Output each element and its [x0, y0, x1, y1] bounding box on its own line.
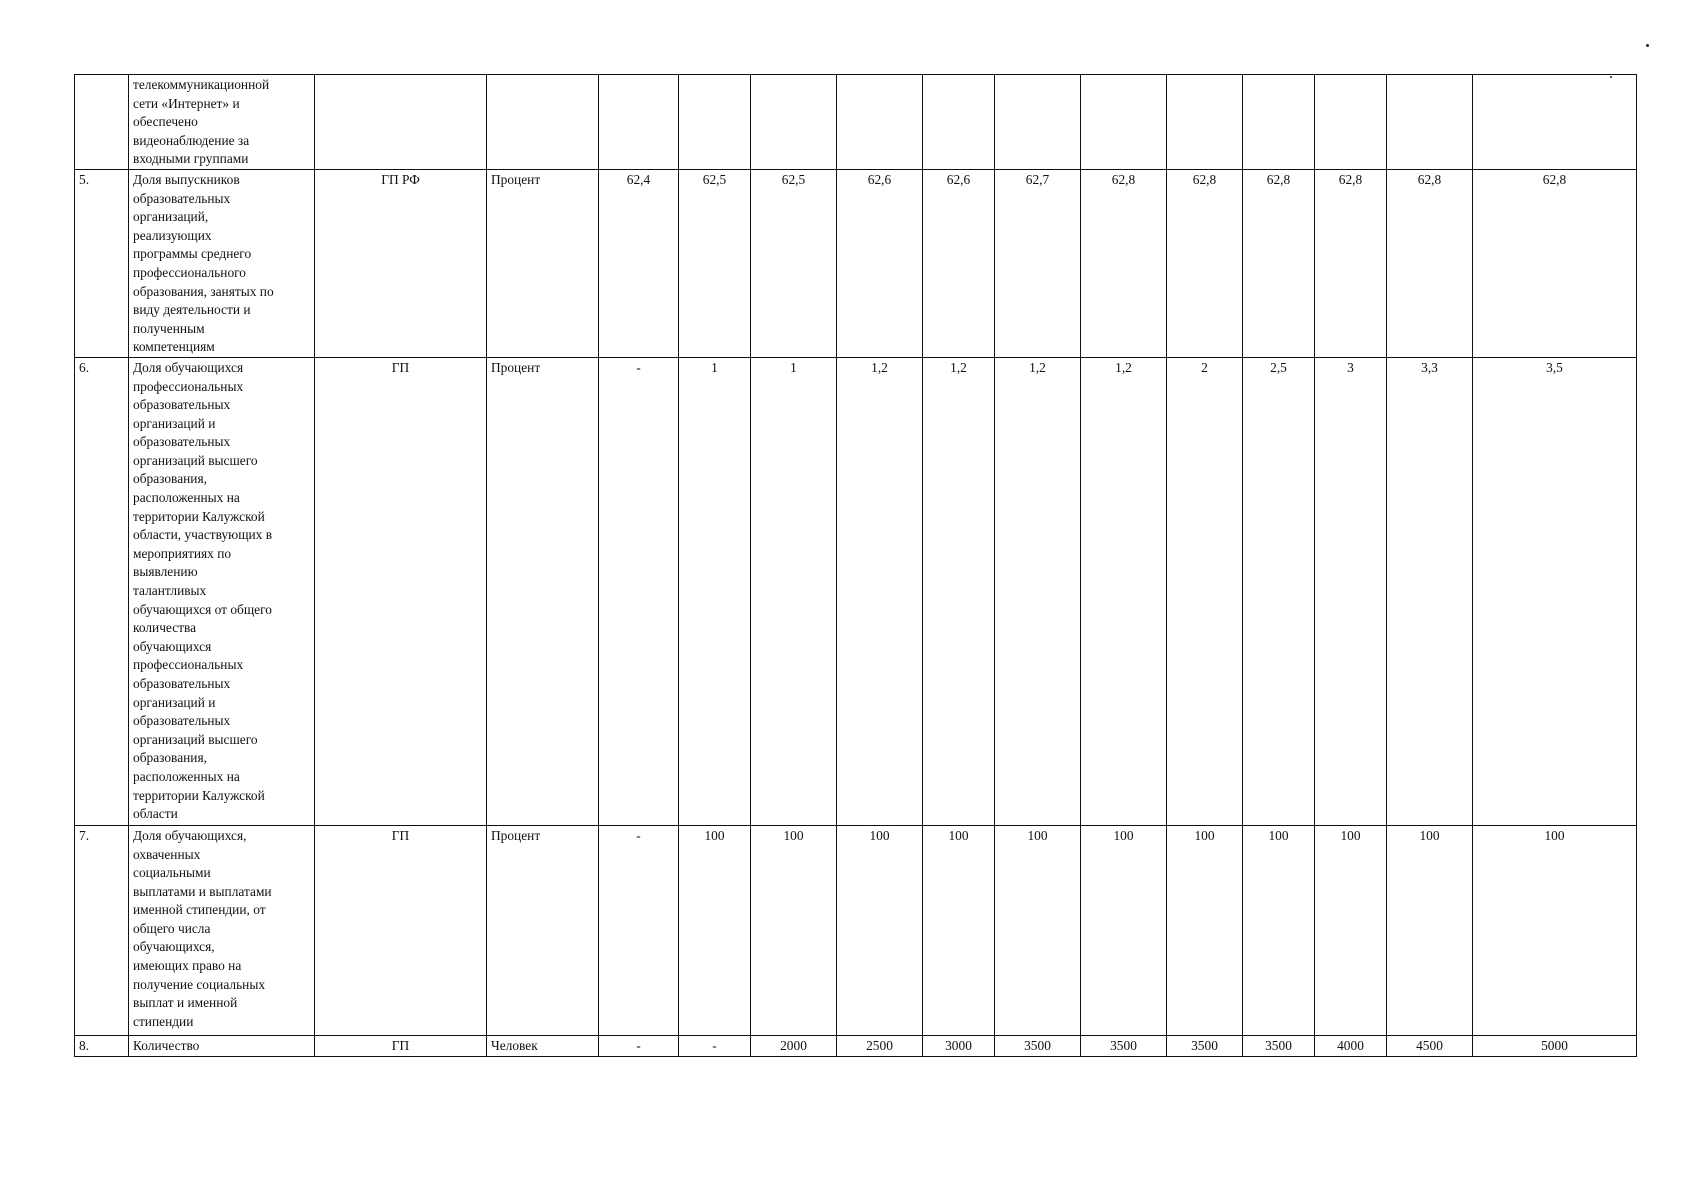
- year-value-text: 62,8: [1417, 171, 1442, 187]
- indicator-source: [315, 825, 487, 1035]
- year-value-text: 1,2: [1115, 359, 1132, 375]
- year-value-text: 1: [790, 359, 797, 375]
- year-value: [923, 1035, 995, 1056]
- year-value-text: 62,5: [702, 171, 727, 187]
- year-value: [1081, 75, 1167, 170]
- year-value: [751, 75, 837, 170]
- year-value: [1473, 1035, 1637, 1056]
- indicator-source: [315, 357, 487, 825]
- year-value: [1315, 75, 1387, 170]
- year-value-text: 5000: [1541, 1037, 1568, 1053]
- indicator-unit: [487, 1035, 599, 1056]
- indicator-name-text: Доля обучающихся, охваченных социальными выплатами и выплатами именной стипендии, от общего числа обучающихся, имеющих право на получение социальных выплат и именной стипендии: [133, 827, 272, 1029]
- indicator-unit: [487, 169, 599, 357]
- year-value-text: 62,8: [1192, 171, 1217, 187]
- year-value-text: 3,3: [1421, 359, 1438, 375]
- year-value-text: 3: [1347, 359, 1354, 375]
- year-value: [1315, 825, 1387, 1035]
- year-value-text: 3000: [945, 1037, 972, 1053]
- year-value-text: 1,2: [950, 359, 967, 375]
- year-value: [1315, 357, 1387, 825]
- row-number-text: 8.: [79, 1037, 90, 1053]
- year-value: [751, 357, 837, 825]
- indicator-name: [129, 75, 315, 170]
- year-value-text: 1: [711, 359, 718, 375]
- year-value: [1081, 357, 1167, 825]
- scan-speck: [1646, 44, 1649, 47]
- year-value: [1387, 169, 1473, 357]
- indicator-table: [74, 74, 1637, 1057]
- year-value-text: 62,8: [1338, 171, 1363, 187]
- year-value-text: 100: [1027, 827, 1048, 843]
- indicator-name: [129, 1035, 315, 1056]
- row-number-text: 6.: [79, 359, 90, 375]
- year-value: [1081, 169, 1167, 357]
- year-value: [1387, 825, 1473, 1035]
- year-value-text: 100: [1268, 827, 1289, 843]
- year-value-text: 100: [704, 827, 725, 843]
- indicator-source-text: ГП: [391, 359, 410, 375]
- year-value: [1243, 1035, 1315, 1056]
- year-value-text: 100: [1194, 827, 1215, 843]
- year-value-text: 62,5: [781, 171, 806, 187]
- year-value: [1387, 1035, 1473, 1056]
- year-value: [923, 75, 995, 170]
- year-value: [995, 75, 1081, 170]
- year-value: [1081, 825, 1167, 1035]
- indicator-name-text: Количество: [133, 1037, 200, 1053]
- year-value-text: 1,2: [871, 359, 888, 375]
- year-value: [1167, 1035, 1243, 1056]
- indicator-unit: [487, 357, 599, 825]
- year-value-text: 4500: [1416, 1037, 1443, 1053]
- year-value: [599, 825, 679, 1035]
- year-value-text: 2,5: [1270, 359, 1287, 375]
- year-value-text: 100: [1113, 827, 1134, 843]
- year-value: [599, 1035, 679, 1056]
- table-row: [75, 169, 1637, 357]
- year-value: [995, 169, 1081, 357]
- row-number: [75, 75, 129, 170]
- year-value-text: 2: [1201, 359, 1208, 375]
- year-value: [1167, 169, 1243, 357]
- year-value-text: 3500: [1024, 1037, 1051, 1053]
- year-value-text: 100: [1419, 827, 1440, 843]
- year-value: [1473, 75, 1637, 170]
- year-value: [923, 357, 995, 825]
- year-value: [1315, 1035, 1387, 1056]
- table-row: [75, 357, 1637, 825]
- row-number-text: 5.: [79, 171, 90, 187]
- indicator-name: [129, 357, 315, 825]
- year-value-text: 3,5: [1546, 359, 1563, 375]
- indicator-source: [315, 1035, 487, 1056]
- indicator-name-text: телекоммуникационной сети «Интернет» и обеспечено видеонаблюдение за входными группами: [133, 77, 270, 167]
- year-value: [995, 1035, 1081, 1056]
- year-value-text: -: [712, 1037, 717, 1053]
- year-value: [751, 169, 837, 357]
- year-value-text: 100: [869, 827, 890, 843]
- year-value: [1243, 825, 1315, 1035]
- year-value: [1387, 75, 1473, 170]
- year-value: [837, 169, 923, 357]
- table-row: [75, 825, 1637, 1035]
- year-value: [1167, 357, 1243, 825]
- year-value-text: 62,8: [1266, 171, 1291, 187]
- year-value-text: 62,8: [1542, 171, 1567, 187]
- year-value: [751, 825, 837, 1035]
- year-value: [1081, 1035, 1167, 1056]
- row-number: [75, 1035, 129, 1056]
- year-value-text: 3500: [1265, 1037, 1292, 1053]
- year-value-text: -: [636, 359, 641, 375]
- indicator-source: [315, 75, 487, 170]
- indicator-source: [315, 169, 487, 357]
- year-value: [679, 75, 751, 170]
- year-value: [1387, 357, 1473, 825]
- year-value-text: 3500: [1110, 1037, 1137, 1053]
- indicator-source-text: ГП: [391, 1037, 410, 1053]
- year-value: [1167, 825, 1243, 1035]
- year-value-text: 3500: [1191, 1037, 1218, 1053]
- row-number: [75, 825, 129, 1035]
- year-value-text: 62,6: [946, 171, 971, 187]
- year-value-text: -: [636, 827, 641, 843]
- year-value: [679, 169, 751, 357]
- year-value: [837, 75, 923, 170]
- year-value-text: 62,6: [867, 171, 892, 187]
- indicator-unit-text: Процент: [491, 827, 541, 843]
- year-value-text: -: [636, 1037, 641, 1053]
- indicator-name: [129, 825, 315, 1035]
- year-value: [1473, 169, 1637, 357]
- year-value: [599, 75, 679, 170]
- year-value: [995, 357, 1081, 825]
- year-value-text: 100: [783, 827, 804, 843]
- year-value: [923, 169, 995, 357]
- year-value-text: 100: [948, 827, 969, 843]
- year-value-text: 100: [1544, 827, 1565, 843]
- indicator-unit-text: Процент: [491, 359, 541, 375]
- year-value: [599, 357, 679, 825]
- year-value: [837, 1035, 923, 1056]
- year-value-text: 100: [1340, 827, 1361, 843]
- indicator-unit-text: Человек: [491, 1037, 538, 1053]
- year-value: [679, 357, 751, 825]
- row-number: [75, 357, 129, 825]
- indicator-unit: [487, 825, 599, 1035]
- year-value: [837, 357, 923, 825]
- indicator-unit: [487, 75, 599, 170]
- year-value: [1243, 75, 1315, 170]
- indicator-unit-text: Процент: [491, 171, 541, 187]
- year-value: [599, 169, 679, 357]
- year-value-text: 62,8: [1111, 171, 1136, 187]
- indicator-source-text: ГП: [391, 827, 410, 843]
- indicator-name-text: Доля выпускников образовательных организаций, реализующих программы среднего профессионального образования, занятых по виду деятельности и полученным компетенциям: [133, 171, 274, 355]
- year-value-text: 62,7: [1025, 171, 1050, 187]
- year-value: [679, 1035, 751, 1056]
- table-body: [75, 75, 1637, 1057]
- year-value-text: 1,2: [1029, 359, 1046, 375]
- year-value: [995, 825, 1081, 1035]
- year-value: [679, 825, 751, 1035]
- year-value-text: 4000: [1337, 1037, 1364, 1053]
- year-value: [751, 1035, 837, 1056]
- indicator-name: [129, 169, 315, 357]
- year-value: [1473, 357, 1637, 825]
- indicator-source-text: ГП РФ: [381, 171, 420, 187]
- table-row: [75, 1035, 1637, 1056]
- year-value-text: 62,4: [626, 171, 651, 187]
- indicator-name-text: Доля обучающихся профессиональных образовательных организаций и образовательных организаций высшего образования, расположенных на территории Калужской области, участвующих в мероприятиях по выявлению талантливых обучающихся от общего количества обучающихся профессиональных образовательных организаций и образовательных организаций высшего образования, расположенных на территории Калужской области: [133, 359, 273, 822]
- year-value: [837, 825, 923, 1035]
- row-number: [75, 169, 129, 357]
- year-value: [1243, 169, 1315, 357]
- year-value: [923, 825, 995, 1035]
- year-value: [1167, 75, 1243, 170]
- year-value-text: 2000: [780, 1037, 807, 1053]
- year-value: [1473, 825, 1637, 1035]
- table-row: [75, 75, 1637, 170]
- year-value-text: 2500: [866, 1037, 893, 1053]
- year-value: [1315, 169, 1387, 357]
- row-number-text: 7.: [79, 827, 90, 843]
- year-value: [1243, 357, 1315, 825]
